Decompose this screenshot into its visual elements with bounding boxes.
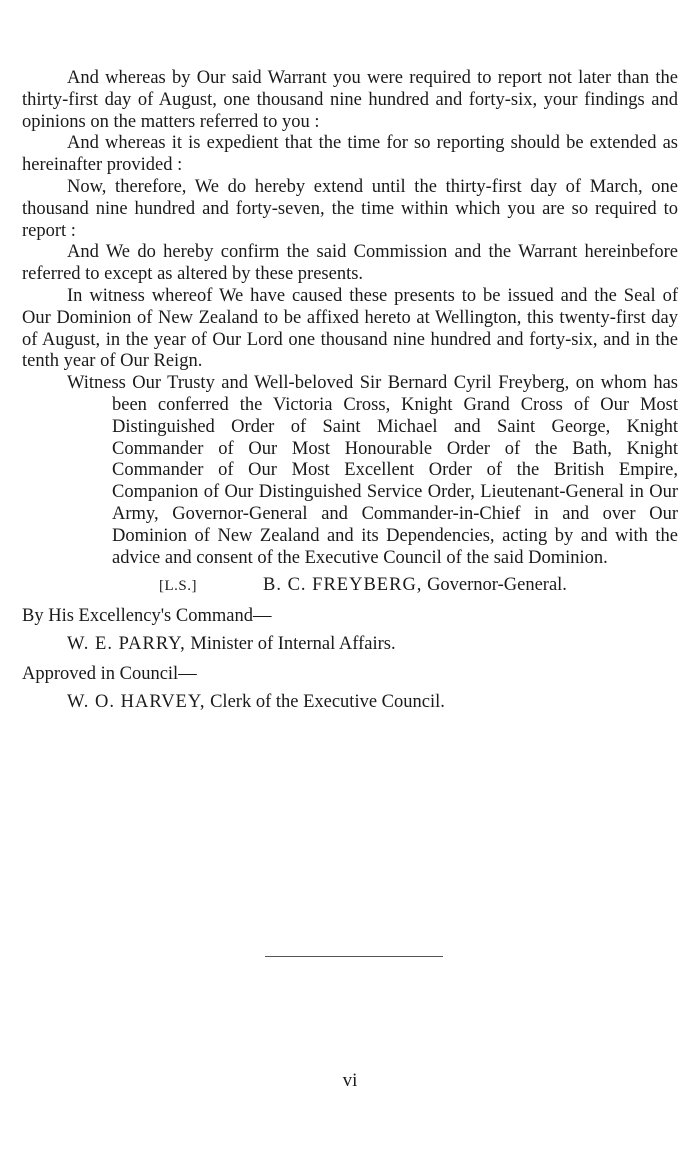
clerk-signature (22, 692, 678, 714)
clerk-name: W. O. HARVEY, (67, 691, 206, 712)
signatory-name: B. C. FREYBERG, (263, 575, 423, 596)
section-divider (265, 956, 443, 957)
minister-name: W. E. PARRY, (67, 633, 186, 654)
signatory-title: Governor-General. (427, 575, 567, 596)
clerk-title: Clerk of the Executive Council. (210, 691, 445, 712)
paragraph-extension: Now, therefore, We do hereby extend until the thirty-first day of March, one thousand nine hundred and forty-seven, the time within which you are so required to report : (22, 176, 678, 241)
seal-mark: [L.S.] (159, 578, 197, 595)
council-label: Approved in Council— (22, 663, 197, 684)
paragraph-report-deadline: And whereas by Our said Warrant you were required to report not later than the thirty-first day of August, one thousand nine hundred and forty-six, your findings and opinions on the matters referred to you : (22, 68, 678, 132)
page-number: vi (342, 1070, 358, 1091)
document-body (22, 68, 678, 713)
witness-clause: Witness Our Trusty and Well-beloved Sir Bernard Cyril Freyberg, on whom has been conferred the Victoria Cross, Knight Grand Cross of Our Most Distinguished Order of Saint Michael and Saint George, Knight Commander of Our Most Honourable Order of the Bath, Knight Commander of Our Most Excellent Order of the British Empire, Companion of Our Distinguished Service Order, Lieutenant-General in Our Army, Governor-General and Commander-in-Chief in and over Our Dominion of New Zealand and its Dependencies, acting by and with the advice and consent of the Executive Council of the said Dominion. (67, 373, 678, 568)
minister-signature (22, 634, 678, 656)
paragraph-in-witness: In witness whereof We have caused these presents to be issued and the Seal of Our Dominion of New Zealand to be affixed hereto at Wellington, this twenty-first day of August, in the year of Our Lord one thousand nine hundred and forty-six, and in the tenth year of Our Reign. (22, 285, 678, 372)
paragraph-confirmation: And We do hereby confirm the said Commission and the Warrant hereinbefore referred to except as altered by these presents. (22, 242, 678, 285)
command-label: By His Excellency's Command— (22, 606, 272, 627)
paragraph-expedient: And whereas it is expedient that the time for so reporting should be extended as hereinafter provided : (22, 133, 678, 176)
governor-signature (22, 575, 678, 598)
minister-title: Minister of Internal Affairs. (190, 633, 396, 654)
